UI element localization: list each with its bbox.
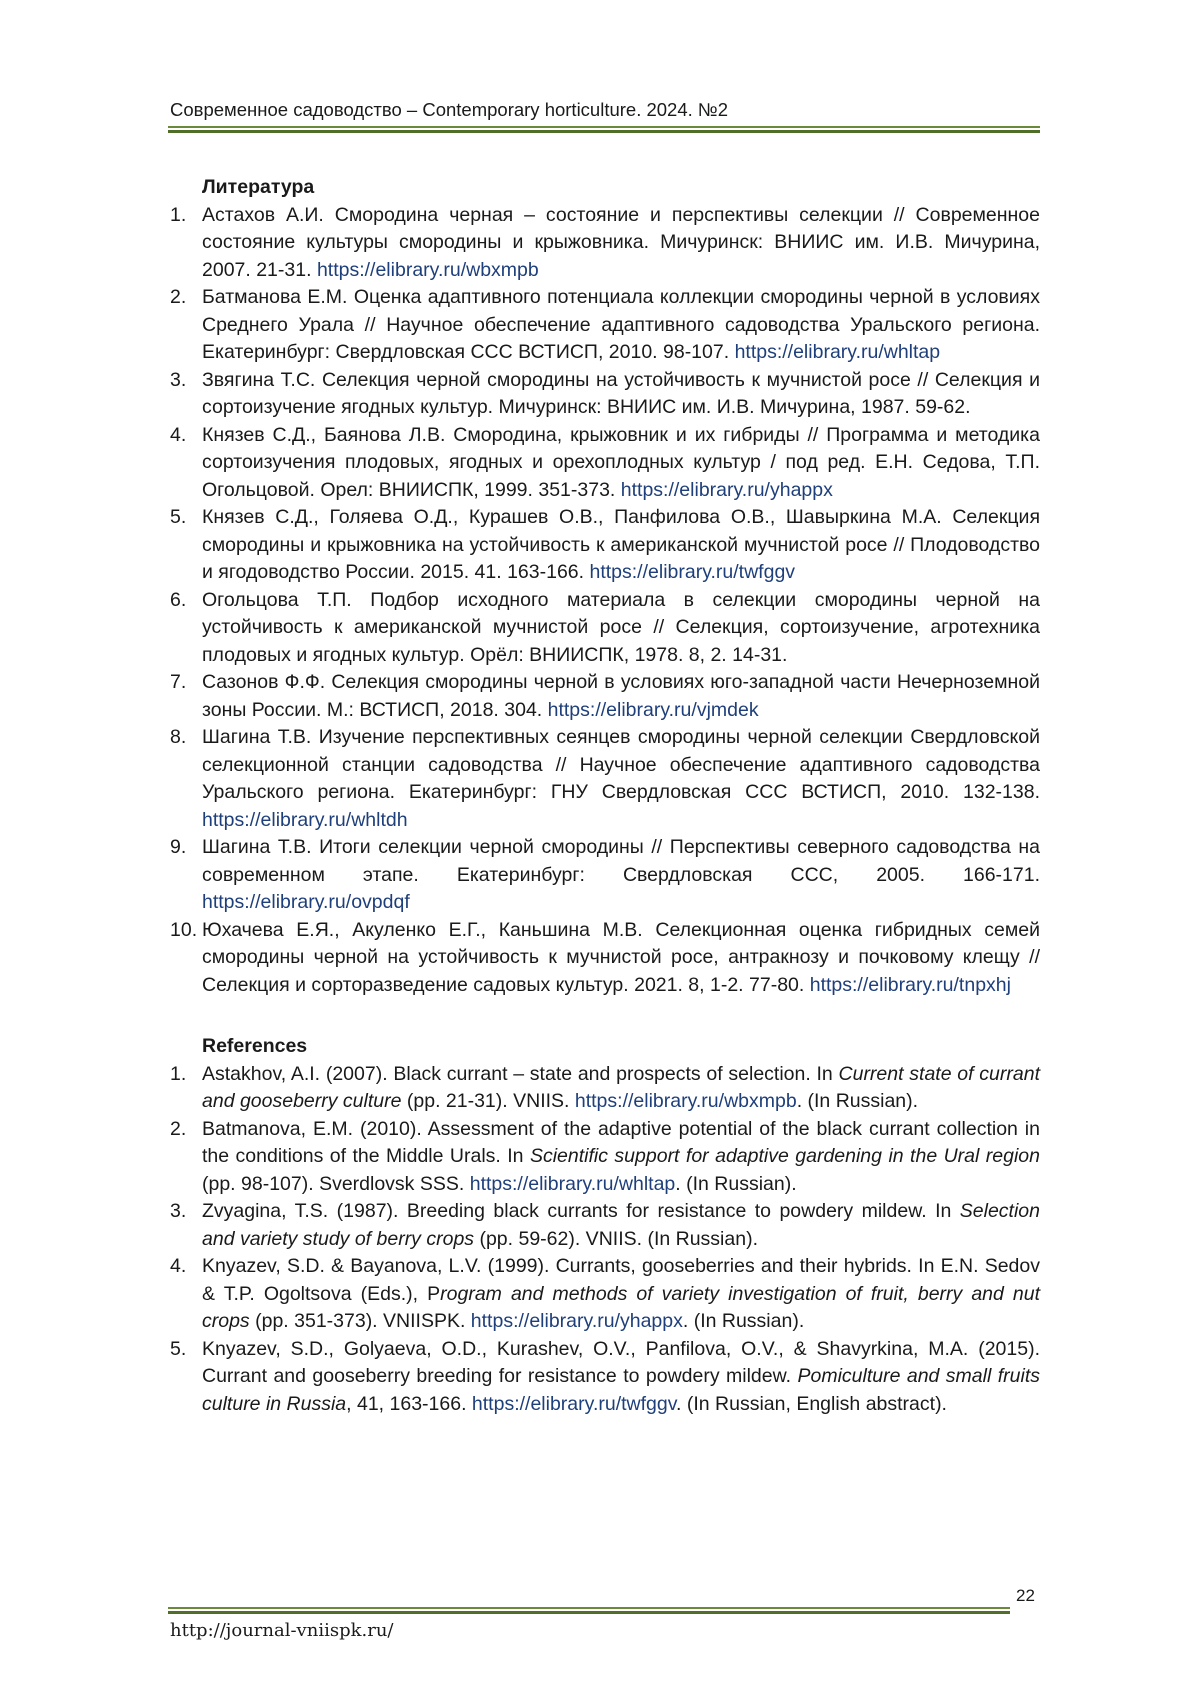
item-source-title: rogram and methods of variety investigation of fruit, berry and nut crops	[202, 1282, 1041, 1332]
reference-item	[170, 1253, 1040, 1336]
item-number: 1.	[170, 1062, 187, 1085]
item-number: 2.	[170, 1117, 187, 1140]
page-number: 22	[1016, 1586, 1035, 1605]
item-text: Батманова Е.М. Оценка адаптивного потенциала коллекции смородины черной в условиях Среднего Урала // Научное обеспечение адаптивного садоводства Уральского региона. Екатеринбург: Свердловская ССС ВСТИСП, 2010. 98-107.	[202, 286, 1040, 363]
reference-item	[170, 1061, 1040, 1116]
item-link[interactable]: https://elibrary.ru/whltap	[734, 341, 941, 363]
item-text: Astakhov, A.I. (2007). Black currant – state and prospects of selection. In	[202, 1062, 839, 1085]
item-number: 10.	[170, 918, 198, 941]
references-list	[170, 1061, 1040, 1419]
item-text: Batmanova, E.M. (2010). Assessment of the adaptive potential of the black currant collection in the conditions of the Middle Urals. In	[202, 1117, 1040, 1167]
footer-url[interactable]: http://journal-vniispk.ru/	[170, 1620, 394, 1641]
item-link[interactable]: https://elibrary.ru/wbxmpb	[316, 258, 539, 281]
item-link[interactable]: https://elibrary.ru/wbxmpb	[574, 1090, 797, 1112]
literature-item	[170, 917, 1040, 1000]
item-number: 6.	[170, 588, 187, 611]
literature-title: Литература	[202, 176, 315, 198]
item-text: Юхачева Е.Я., Акуленко Е.Г., Каньшина М.В. Селекционная оценка гибридных семей смородины черной на устойчивость к мучнистой росе, антракнозу и почковому клещу // Селекция и сорторазведение садовых культур. 2021. 8, 1-2. 77-80.	[202, 918, 1040, 996]
journal-header: Современное садоводство – Contemporary horticulture. 2024. №2	[170, 99, 729, 120]
literature-list	[170, 202, 1040, 1000]
item-text: Шагина Т.В. Изучение перспективных сеянцев смородины черной селекции Свердловской селекционной станции садоводства // Научное обеспечение адаптивного садоводства Уральского региона. Екатеринбург: ГНУ Свердловская ССС ВСТИСП, 2010. 132-138.	[202, 726, 1040, 803]
item-number: 2.	[170, 286, 187, 308]
item-text: . (In Russian).	[682, 1310, 805, 1332]
item-link[interactable]: https://elibrary.ru/whltap	[469, 1172, 676, 1195]
item-text: (pp. 98-107). Sverdlovsk SSS.	[202, 1172, 470, 1195]
header-rule-thick	[168, 130, 1040, 133]
item-source-title: Pomiculture and small fruits culture in Russia	[202, 1365, 1040, 1415]
footer-rule-thin	[168, 1607, 1010, 1609]
section-gap	[170, 999, 1040, 1033]
item-text: (pp. 351-373). VNIISPK.	[249, 1310, 471, 1332]
references-title: References	[202, 1035, 308, 1057]
item-number: 7.	[170, 671, 187, 693]
item-number: 8.	[170, 726, 187, 748]
item-text: Knyazev, S.D., Golyaeva, O.D., Kurashev, O.V., Panfilova, O.V., & Shavyrkina, M.A. (2015). Currant and gooseberry breeding for resistance to powdery mildew.	[202, 1337, 1040, 1387]
item-link[interactable]: https://elibrary.ru/twfggv	[589, 561, 796, 583]
references-content	[170, 174, 1040, 1418]
item-text: , 41, 163-166.	[346, 1392, 472, 1415]
item-source-title: Current state of currant and gooseberry culture	[202, 1062, 1040, 1112]
item-number: 5.	[170, 506, 187, 528]
item-link[interactable]: https://elibrary.ru/yhappx	[620, 478, 833, 501]
item-number: 3.	[170, 1200, 187, 1222]
item-link[interactable]: https://elibrary.ru/twfggv	[471, 1392, 677, 1415]
literature-item	[170, 202, 1040, 285]
item-text: Шагина Т.В. Итоги селекции черной смородины // Перспективы северного садоводства на современном этапе. Екатеринбург: Свердловская ССС, 2005. 166-171.	[202, 836, 1040, 886]
item-number: 9.	[170, 836, 187, 858]
reference-item	[170, 1198, 1040, 1253]
item-link[interactable]: https://elibrary.ru/vjmdek	[547, 698, 759, 721]
item-link[interactable]: https://elibrary.ru/whltdh	[202, 808, 408, 831]
item-number: 3.	[170, 368, 187, 391]
item-link[interactable]: https://elibrary.ru/tnpxhj	[809, 973, 1011, 996]
literature-item	[170, 724, 1040, 834]
item-text: (pp. 59-62). VNIIS. (In Russian).	[474, 1227, 758, 1250]
literature-item	[170, 587, 1040, 670]
item-number: 5.	[170, 1337, 187, 1360]
item-text: Сазонов Ф.Ф. Селекция смородины черной в условиях юго-западной части Нечерноземной зоны России. М.: ВСТИСП, 2018. 304.	[202, 671, 1040, 721]
item-number: 4.	[170, 1255, 187, 1277]
item-text: . (In Russian).	[796, 1090, 919, 1112]
item-link[interactable]: https://elibrary.ru/yhappx	[470, 1310, 683, 1332]
item-number: 4.	[170, 423, 187, 446]
literature-item	[170, 834, 1040, 917]
item-source-title: Scientific support for adaptive gardening in the Ural region	[529, 1145, 1040, 1167]
item-text: Knyazev, S.D. & Bayanova, L.V. (1999). Currants, gooseberries and their hybrids. In E.N. Sedov & T.P. Ogoltsova (Eds.), P	[202, 1255, 1040, 1305]
item-text: (pp. 21-31). VNIIS.	[401, 1090, 575, 1112]
reference-item	[170, 1336, 1040, 1419]
item-text: Князев С.Д., Баянова Л.В. Смородина, крыжовник и их гибриды // Программа и методика сортоизучения плодовых, ягодных и орехоплодных культур / под ред. Е.Н. Седова, Т.П. Огольцовой. Орел: ВНИИСПК, 1999. 351-373.	[202, 423, 1040, 501]
item-text: Zvyagina, T.S. (1987). Breeding black currants for resistance to powdery mildew. In	[202, 1200, 960, 1222]
item-link[interactable]: https://elibrary.ru/ovpdqf	[202, 891, 410, 913]
item-text: . (In Russian, English abstract).	[676, 1392, 947, 1415]
item-text: . (In Russian).	[675, 1172, 797, 1195]
literature-item	[170, 504, 1040, 587]
literature-item	[170, 367, 1040, 422]
item-source-title: Selection and variety study of berry crops	[202, 1200, 1040, 1250]
literature-item	[170, 422, 1040, 505]
reference-item	[170, 1116, 1040, 1199]
footer-rule-thick	[168, 1611, 1010, 1614]
item-text: Огольцова Т.П. Подбор исходного материала в селекции смородины черной на устойчивость к американской мучнистой росе // Селекция, сортоизучение, агротехника плодовых и ягодных культур. Орёл: ВНИИСПК, 1978. 8, 2. 14-31.	[202, 588, 1040, 666]
literature-item	[170, 284, 1040, 367]
item-number: 1.	[170, 203, 187, 226]
item-text: Звягина Т.С. Селекция черной смородины на устойчивость к мучнистой росе // Селекция и сортоизучение ягодных культур. Мичуринск: ВНИИС им. И.В. Мичурина, 1987. 59-62.	[202, 368, 1040, 418]
item-text: Князев С.Д., Голяева О.Д., Курашев О.В., Панфилова О.В., Шавыркина М.А. Селекция смородины и крыжовника на устойчивость к американской мучнистой росе // Плодоводство и ягодоводство России. 2015. 41. 163-166.	[202, 506, 1040, 583]
literature-item	[170, 669, 1040, 724]
header-rule-thin	[168, 126, 1040, 128]
item-text: Астахов А.И. Смородина черная – состояние и перспективы селекции // Современное состояние культуры смородины и крыжовника. Мичуринск: ВНИИС им. И.В. Мичурина, 2007. 21-31.	[202, 203, 1040, 281]
